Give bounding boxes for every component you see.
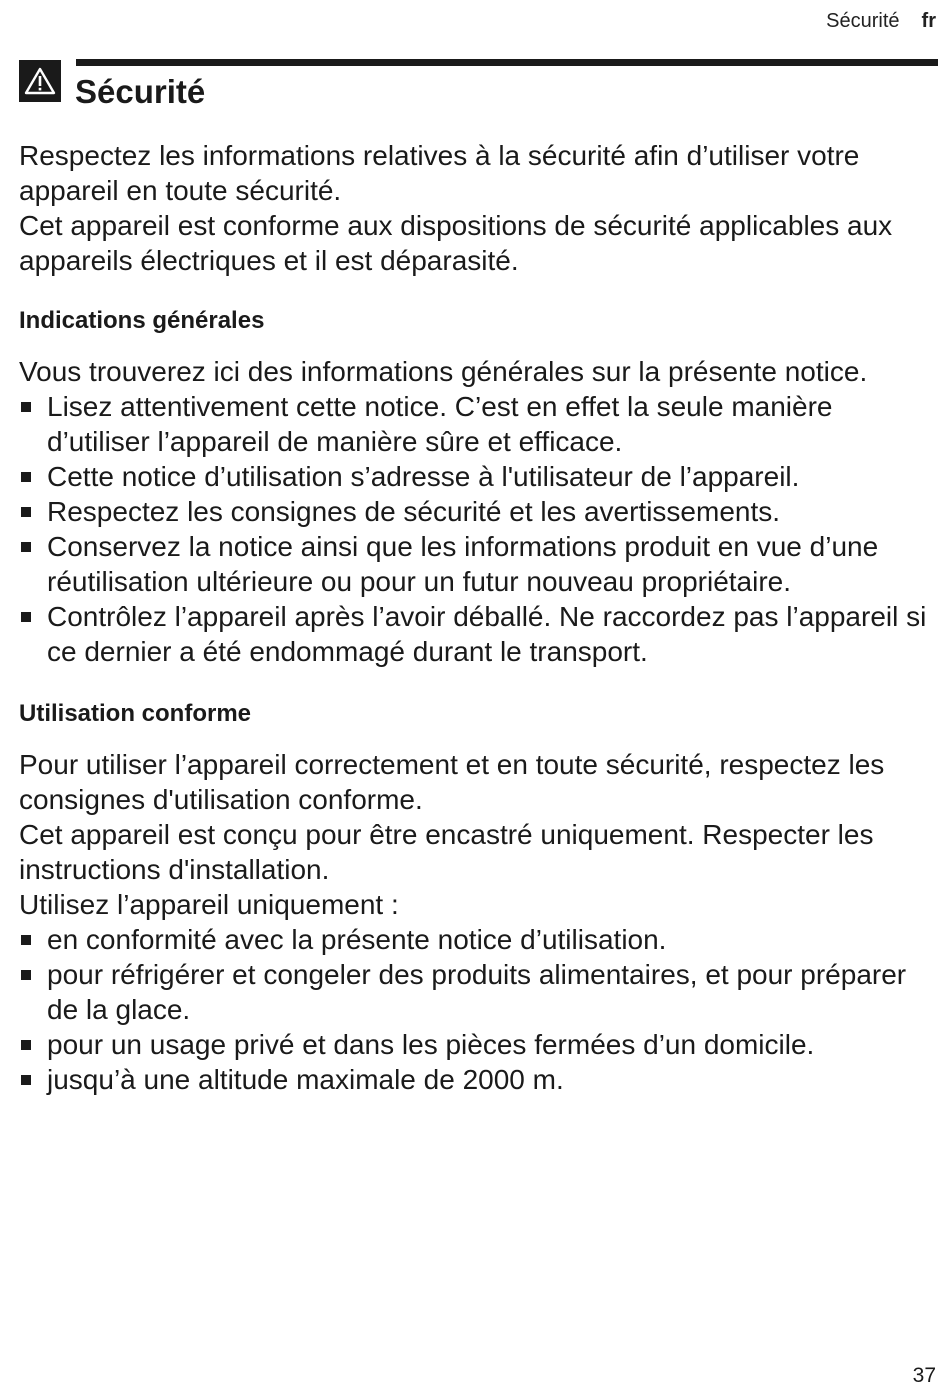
usage-list (19, 922, 939, 1097)
intro-paragraph-1: Respectez les informations relatives à la sécurité afin d’utiliser votre appareil en toute sécurité. (19, 140, 860, 206)
running-header (826, 10, 936, 33)
page-content (19, 138, 939, 1097)
intro-paragraph-2: Cet appareil est conforme aux dispositions de sécurité applicables aux appareils électriques et il est déparasité. (19, 210, 893, 276)
list-item-text: Respectez les consignes de sécurité et les avertissements. (47, 496, 781, 527)
list-item (19, 494, 939, 529)
bullet-icon (21, 507, 31, 517)
bullet-icon (21, 935, 31, 945)
general-intro: Vous trouverez ici des informations générales sur la présente notice. (19, 356, 868, 387)
bullet-icon (21, 1040, 31, 1050)
list-item-text: pour réfrigérer et congeler des produits alimentaires, et pour préparer de la glace. (47, 959, 907, 1025)
list-item-text: jusqu’à une altitude maximale de 2000 m. (47, 1064, 564, 1095)
list-item-text: en conformité avec la présente notice d’utilisation. (47, 924, 667, 955)
bullet-icon (21, 612, 31, 622)
general-heading: Indications générales (19, 307, 265, 334)
section-title: Sécurité (75, 73, 206, 110)
list-item (19, 1027, 939, 1062)
list-item (19, 459, 939, 494)
usage-heading: Utilisation conforme (19, 700, 252, 727)
bullet-icon (21, 472, 31, 482)
list-item (19, 1062, 939, 1097)
list-item-text: Conservez la notice ainsi que les informations produit en vue d’une réutilisation ultérieure ou pour un futur nouveau propriétaire. (47, 531, 879, 597)
bullet-icon (21, 970, 31, 980)
running-header-section: Sécurité (826, 10, 900, 32)
list-item-text: Cette notice d’utilisation s’adresse à l'utilisateur de l’appareil. (47, 461, 800, 492)
list-item (19, 922, 939, 957)
list-item (19, 389, 939, 459)
page-number: 37 (912, 1364, 936, 1387)
running-header-language: fr (921, 10, 936, 32)
list-item (19, 529, 939, 599)
general-list (19, 389, 939, 669)
bullet-icon (21, 542, 31, 552)
list-item-text: Contrôlez l’appareil après l’avoir déballé. Ne raccordez pas l’appareil si ce dernier a été endommagé durant le transport. (47, 601, 927, 667)
list-item-text: Lisez attentivement cette notice. C’est en effet la seule manière d’utiliser l’appareil de manière sûre et efficace. (47, 391, 833, 457)
usage-paragraph-1: Pour utiliser l’appareil correctement et en toute sécurité, respectez les consignes d'utilisation conforme. (19, 749, 885, 815)
usage-paragraph-3: Utilisez l’appareil uniquement : (19, 889, 399, 920)
usage-paragraph-2: Cet appareil est conçu pour être encastré uniquement. Respecter les instructions d'installation. (19, 819, 874, 885)
section-rule (76, 59, 938, 66)
warning-triangle-icon (19, 60, 61, 102)
list-item (19, 957, 939, 1027)
bullet-icon (21, 402, 31, 412)
list-item-text: pour un usage privé et dans les pièces fermées d’un domicile. (47, 1029, 815, 1060)
list-item (19, 599, 939, 669)
bullet-icon (21, 1075, 31, 1085)
